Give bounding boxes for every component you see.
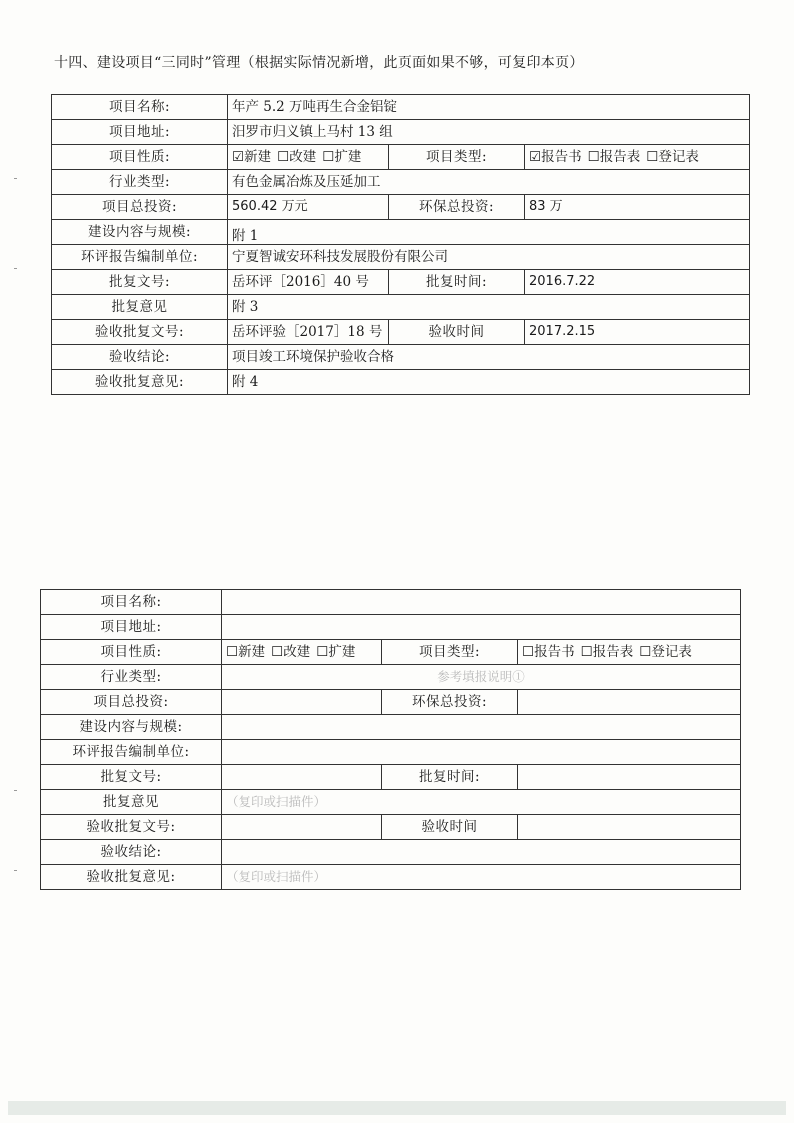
label-total-investment: 项目总投资:	[52, 195, 228, 220]
input-total-investment[interactable]	[222, 690, 382, 715]
value-eia-unit: 宁夏智诚安环科技发展股份有限公司	[228, 245, 750, 270]
row-acceptance-opinion	[41, 865, 741, 890]
label-content-scale: 建设内容与规模:	[41, 715, 222, 740]
input-acceptance-time[interactable]	[518, 815, 741, 840]
nature-option-expand[interactable]: ☐扩建	[316, 644, 356, 660]
input-eia-unit[interactable]	[222, 740, 741, 765]
row-acceptance-conclusion	[41, 840, 741, 865]
value-env-investment: 83 万	[525, 195, 750, 220]
label-approval-no: 批复文号:	[41, 765, 222, 790]
checkbox-empty-icon: ☐	[580, 644, 593, 660]
row-content-scale	[52, 220, 750, 245]
scan-edge-mark	[14, 268, 17, 269]
label-eia-unit: 环评报告编制单位:	[52, 245, 228, 270]
value-name: 年产 5.2 万吨再生合金铝锭	[228, 95, 750, 120]
label-name: 项目名称:	[52, 95, 228, 120]
input-approval-no[interactable]	[222, 765, 382, 790]
row-eia-unit	[41, 740, 741, 765]
value-acceptance-opinion: 附 4	[228, 370, 750, 395]
label-total-investment: 项目总投资:	[41, 690, 222, 715]
value-acceptance-time: 2017.2.15	[525, 320, 750, 345]
scan-edge-mark	[14, 870, 17, 871]
label-name: 项目名称:	[41, 590, 222, 615]
input-address[interactable]	[222, 615, 741, 640]
value-approval-time: 2016.7.22	[525, 270, 750, 295]
scan-edge-mark	[14, 790, 17, 791]
checkbox-checked-icon: ☑	[529, 149, 542, 165]
row-eia-unit	[52, 245, 750, 270]
label-acceptance-time: 验收时间	[389, 320, 525, 345]
row-acceptance	[52, 320, 750, 345]
label-acceptance-opinion: 验收批复意见:	[41, 865, 222, 890]
label-nature: 项目性质:	[52, 145, 228, 170]
nature-option-rebuild[interactable]: ☐改建	[271, 644, 311, 660]
value-industry: 有色金属冶炼及压延加工	[228, 170, 750, 195]
label-approval-opinion: 批复意见	[41, 790, 222, 815]
label-env-investment: 环保总投资:	[389, 195, 525, 220]
row-acceptance-opinion	[52, 370, 750, 395]
type-option-report-book[interactable]: ☐报告书	[522, 644, 575, 660]
project-form-1	[51, 94, 750, 395]
label-acceptance-conclusion: 验收结论:	[52, 345, 228, 370]
hint-acceptance-opinion[interactable]: （复印或扫描件）	[222, 865, 741, 890]
input-name[interactable]	[222, 590, 741, 615]
label-project-type: 项目类型:	[389, 145, 525, 170]
row-acceptance-conclusion	[52, 345, 750, 370]
type-option-report-form[interactable]: ☐报告表	[587, 149, 641, 165]
label-nature: 项目性质:	[41, 640, 222, 665]
label-eia-unit: 环评报告编制单位:	[41, 740, 222, 765]
input-approval-time[interactable]	[518, 765, 741, 790]
label-acceptance-time: 验收时间	[382, 815, 518, 840]
label-address: 项目地址:	[41, 615, 222, 640]
row-address	[41, 615, 741, 640]
type-option-report-form[interactable]: ☐报告表	[580, 644, 634, 660]
checkbox-empty-icon: ☐	[316, 644, 329, 660]
label-acceptance-conclusion: 验收结论:	[41, 840, 222, 865]
value-approval-opinion: 附 3	[228, 295, 750, 320]
row-approval-opinion	[52, 295, 750, 320]
row-approval	[52, 270, 750, 295]
value-approval-no: 岳环评［2016］40 号	[228, 270, 389, 295]
label-address: 项目地址:	[52, 120, 228, 145]
label-approval-opinion: 批复意见	[52, 295, 228, 320]
checkbox-empty-icon: ☐	[277, 149, 290, 165]
value-acceptance-conclusion: 项目竣工环境保护验收合格	[228, 345, 750, 370]
input-content-scale[interactable]	[222, 715, 741, 740]
type-options	[518, 640, 741, 665]
row-investment	[41, 690, 741, 715]
checkbox-empty-icon: ☐	[522, 644, 535, 660]
row-industry	[41, 665, 741, 690]
value-content-scale: 附 1	[228, 220, 750, 245]
value-total-investment: 560.42 万元	[228, 195, 389, 220]
hint-approval-opinion[interactable]: （复印或扫描件）	[222, 790, 741, 815]
type-option-report-book[interactable]: ☑报告书	[529, 149, 582, 165]
label-content-scale: 建设内容与规模:	[52, 220, 228, 245]
project-form-2	[40, 589, 741, 890]
label-industry: 行业类型:	[41, 665, 222, 690]
checkbox-empty-icon: ☐	[226, 644, 239, 660]
row-investment	[52, 195, 750, 220]
type-option-registration[interactable]: ☐登记表	[646, 149, 699, 165]
scan-edge-mark	[14, 178, 17, 179]
checkbox-empty-icon: ☐	[646, 149, 659, 165]
checkbox-empty-icon: ☐	[271, 644, 284, 660]
value-address: 汨罗市归义镇上马村 13 组	[228, 120, 750, 145]
row-industry	[52, 170, 750, 195]
checkbox-empty-icon: ☐	[639, 644, 652, 660]
type-options	[525, 145, 750, 170]
nature-option-rebuild[interactable]: ☐改建	[277, 149, 317, 165]
label-env-investment: 环保总投资:	[382, 690, 518, 715]
label-acceptance-no: 验收批复文号:	[52, 320, 228, 345]
checkbox-empty-icon: ☐	[587, 149, 600, 165]
nature-option-new[interactable]: ☐新建	[226, 644, 266, 660]
input-acceptance-conclusion[interactable]	[222, 840, 741, 865]
input-env-investment[interactable]	[518, 690, 741, 715]
nature-option-new[interactable]: ☑新建	[232, 149, 272, 165]
row-content-scale	[41, 715, 741, 740]
value-acceptance-no: 岳环评验［2017］18 号	[228, 320, 389, 345]
row-address	[52, 120, 750, 145]
page-heading: 十四、建设项目“三同时”管理（根据实际情况新增，此页面如果不够，可复印本页）	[54, 55, 584, 71]
label-industry: 行业类型:	[52, 170, 228, 195]
input-acceptance-no[interactable]	[222, 815, 382, 840]
label-acceptance-opinion: 验收批复意见:	[52, 370, 228, 395]
nature-options	[228, 145, 389, 170]
scan-bottom-strip	[8, 1101, 786, 1115]
label-project-type: 项目类型:	[382, 640, 518, 665]
nature-options	[222, 640, 382, 665]
checkbox-empty-icon: ☐	[322, 149, 335, 165]
row-approval	[41, 765, 741, 790]
label-approval-no: 批复文号:	[52, 270, 228, 295]
hint-industry[interactable]: 参考填报说明①	[222, 665, 741, 690]
nature-option-expand[interactable]: ☐扩建	[322, 149, 362, 165]
row-nature	[41, 640, 741, 665]
row-name	[52, 95, 750, 120]
row-name	[41, 590, 741, 615]
type-option-registration[interactable]: ☐登记表	[639, 644, 692, 660]
label-approval-time: 批复时间:	[382, 765, 518, 790]
row-approval-opinion	[41, 790, 741, 815]
row-acceptance	[41, 815, 741, 840]
row-nature	[52, 145, 750, 170]
label-approval-time: 批复时间:	[389, 270, 525, 295]
label-acceptance-no: 验收批复文号:	[41, 815, 222, 840]
checkbox-checked-icon: ☑	[232, 149, 245, 165]
